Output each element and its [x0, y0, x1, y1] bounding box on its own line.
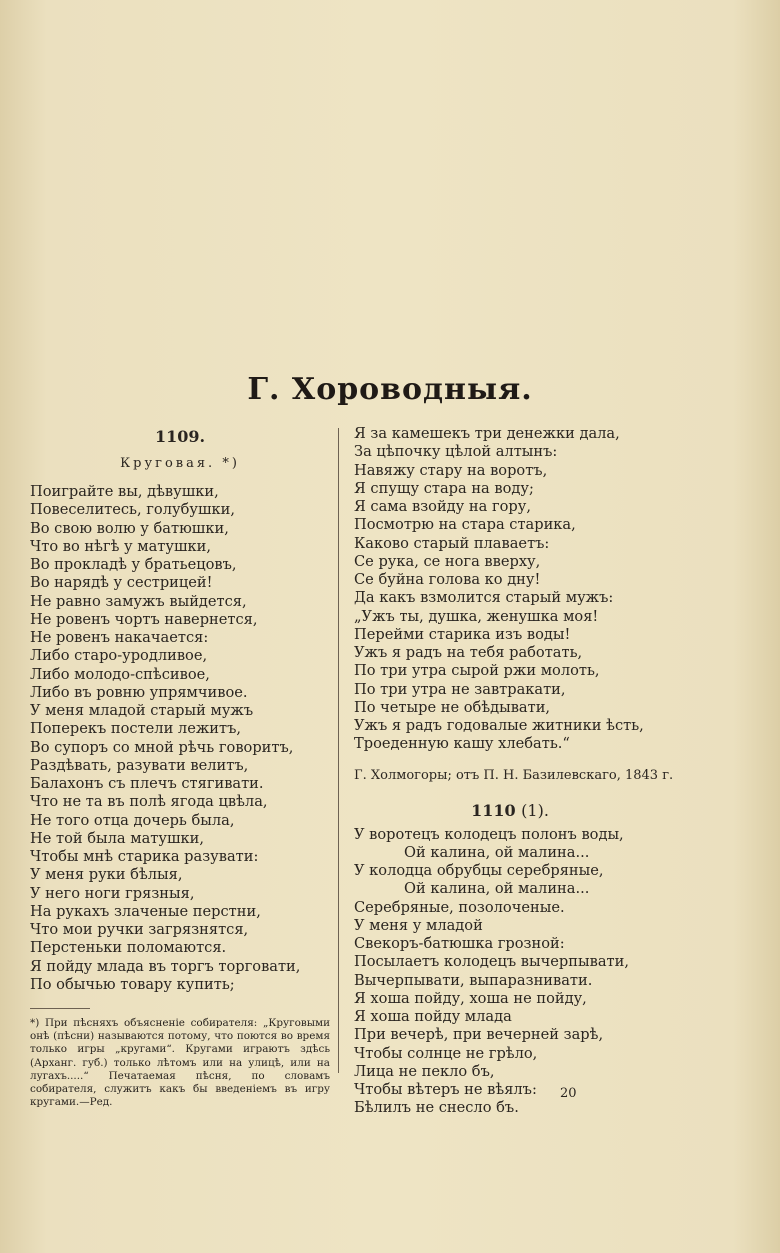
- verse-line: По три утра не завтракати,: [354, 680, 566, 698]
- section-title: Г. Хороводныя.: [247, 372, 533, 407]
- left-column: [30, 425, 330, 1109]
- verse-line: У него ноги грязныя,: [30, 884, 195, 902]
- verse-line: Я хоша пойду, хоша не пойду,: [354, 989, 587, 1007]
- verse-line: Вычерпывати, выпаразнивати.: [354, 971, 593, 989]
- column-divider: [338, 428, 339, 1073]
- verse-line: Ужъ я радъ на тебя работать,: [354, 644, 583, 661]
- verse-line: Посылаетъ колодецъ вычерпывати,: [354, 953, 629, 971]
- verse-line: Ой калина, ой малина...: [404, 880, 590, 898]
- verse-line: По три утра сырой ржи молоть,: [354, 662, 600, 680]
- verse-line: Во супоръ со мной рѣчь говоритъ,: [30, 738, 294, 756]
- source-attribution: Г. Холмогоры; отъ П. Н. Базилевскаго, 1843 г.: [354, 767, 674, 783]
- verse-line: У меня младой старый мужъ: [30, 702, 254, 719]
- song-heading: Круговая. *): [120, 456, 240, 471]
- verse-line: „Ужъ ты, душка, женушка моя!: [354, 607, 599, 625]
- verse-line: Се рука, се нога вверху,: [354, 552, 541, 570]
- verse-line: Во свою волю у батюшки,: [30, 519, 229, 537]
- verse-line: Не той была матушки,: [30, 829, 205, 847]
- verse-line: Балахонъ съ плечъ стягивати.: [30, 775, 264, 792]
- page-number: 20: [560, 1086, 577, 1101]
- verse-line: Либо старо-уродливое,: [30, 647, 208, 665]
- verse-line: Бѣлилъ не снесло бъ.: [354, 1099, 519, 1117]
- verse-line: Поперекъ постели лежитъ,: [30, 720, 241, 738]
- verse-line: Не того отца дочерь была,: [30, 811, 235, 829]
- verse-line: Я спущу стара на воду;: [354, 479, 534, 497]
- verse-line: Посмотрю на стара старика,: [354, 516, 576, 534]
- verse-line: Свекоръ-батюшка грозной:: [354, 935, 565, 952]
- song-1109-lines: [30, 483, 330, 994]
- verse-line: У воротецъ колодецъ полонъ воды,: [354, 825, 624, 843]
- verse-line: У колодца обрубцы серебряные,: [354, 862, 604, 879]
- verse-line: Либо въ ровню упрямчивое.: [30, 683, 248, 701]
- footnote-rule: [30, 1008, 90, 1009]
- verse-line: Лица не пекло бъ,: [354, 1062, 495, 1080]
- verse-line: Не ровенъ чортъ навернется,: [30, 610, 258, 628]
- verse-line: Что не та въ полѣ ягода цвѣла,: [30, 793, 268, 811]
- verse-line: У меня руки бѣлыя,: [30, 866, 183, 884]
- verse-line: Я хоша пойду млада: [354, 1008, 512, 1025]
- song-number-1110: [354, 801, 666, 820]
- verse-line: Каково старый плаваетъ:: [354, 534, 550, 552]
- verse-line: Ужъ я радъ годовалые житники ѣсть,: [354, 717, 644, 734]
- verse-line: Ой калина, ой малина...: [404, 843, 590, 861]
- verse-line: Либо молодо-спѣсивое,: [30, 665, 210, 683]
- song-1110-lines: [354, 826, 666, 1118]
- verse-line: Я пойду млада въ торгъ торговати,: [30, 957, 301, 975]
- verse-line: Да какъ взмолится старый мужъ:: [354, 589, 614, 607]
- verse-line: Серебряные, позолоченые.: [354, 898, 565, 916]
- song-number-1110-main: 1110: [471, 800, 516, 820]
- verse-line: Повеселитесь, голубушки,: [30, 501, 235, 519]
- verse-line: Во нарядѣ у сестрицей!: [30, 574, 213, 592]
- verse-line: За цѣпочку цѣлой алтынъ:: [354, 443, 558, 461]
- verse-line: Что во нѣгѣ у матушки,: [30, 537, 212, 555]
- verse-line: Навяжу стару на воротъ,: [354, 461, 548, 479]
- verse-line: Чтобы мнѣ старика разувати:: [30, 848, 259, 865]
- verse-line: По обычью товару купить;: [30, 975, 235, 993]
- verse-line: Не равно замужъ выйдется,: [30, 592, 247, 610]
- verse-line: Раздѣвать, разувати велитъ,: [30, 756, 249, 774]
- verse-line: Чтобы вѣтеръ не вѣялъ:: [354, 1081, 537, 1098]
- verse-line: Я сама взойду на гору,: [354, 498, 531, 515]
- verse-line: Не ровенъ накачается:: [30, 629, 209, 646]
- verse-line: Перейми старика изъ воды!: [354, 625, 571, 643]
- song-number-1109: 1109.: [154, 427, 206, 446]
- verse-line: По четыре не обѣдывати,: [354, 698, 551, 716]
- verse-line: Перстеньки поломаются.: [30, 939, 227, 957]
- verse-line: Се буйна голова ко дну!: [354, 571, 541, 588]
- verse-line: При вечерѣ, при вечерней зарѣ,: [354, 1026, 604, 1044]
- verse-line: Во прокладѣ у братьецовъ,: [30, 556, 237, 573]
- right-column: [354, 425, 674, 1118]
- verse-line: Что мои ручки загрязнятся,: [30, 921, 249, 938]
- song-number-1110-sub: (1).: [521, 800, 549, 820]
- verse-line: Троеденную кашу хлебать.“: [354, 735, 570, 753]
- verse-line: На рукахъ злаченые перстни,: [30, 902, 261, 920]
- song-1109-continued-lines: [354, 425, 666, 754]
- verse-line: У меня у младой: [354, 916, 483, 934]
- verse-line: Я за камешекъ три денежки дала,: [354, 425, 620, 442]
- footnote: *) При пѣсняхъ объясненіе собирателя: „Круговыми онѣ (пѣсни) называются потому, что поются во время только игры „кругами“. Кругами играютъ здѣсь (Арханг. губ.) только лѣтомъ или на улицѣ, или на лугахъ.....“ Печатаемая пѣсня, по словамъ собирателя, служитъ какъ бы введеніемъ въ игру кругами.—Ред.: [30, 1017, 330, 1109]
- verse-line: Поиграйте вы, дѣвушки,: [30, 483, 219, 500]
- verse-line: Чтобы солнце не грѣло,: [354, 1044, 538, 1062]
